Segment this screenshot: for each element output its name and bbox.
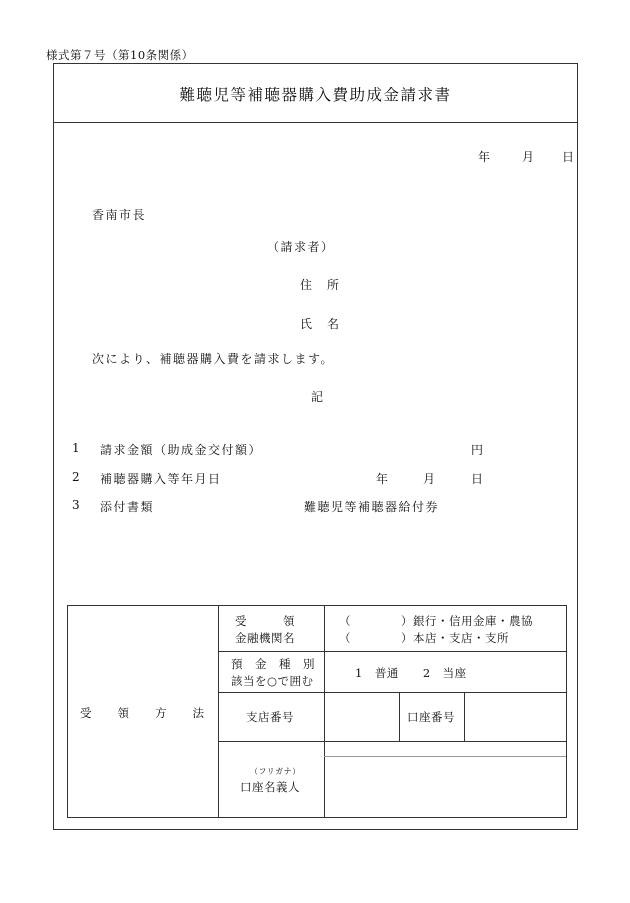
item-month: 月 xyxy=(423,472,437,486)
item-label: 添付書類 xyxy=(100,500,155,514)
item-number: 3 xyxy=(72,498,82,512)
deposit-type-options: 1 普通 2 当座 xyxy=(355,666,467,680)
account-holder-label: 口座名義人 xyxy=(240,780,300,794)
deposit-type-label-1: 預 金 種 別 xyxy=(231,657,315,671)
address-label: 住 所 xyxy=(300,278,341,292)
item-year: 年 xyxy=(376,472,390,486)
requester-label: （請求者） xyxy=(267,240,335,254)
item-day: 日 xyxy=(471,472,485,486)
ki-mark: 記 xyxy=(311,390,325,404)
receipt-method-label: 受 領 方 法 xyxy=(80,706,205,720)
branch-type-options: ）本店・支店・支所 xyxy=(401,631,509,645)
name-label: 氏 名 xyxy=(300,317,341,331)
institution-label-1: 受 領 xyxy=(235,614,295,628)
item-number: 1 xyxy=(72,441,82,455)
branch-number-label: 支店番号 xyxy=(246,710,294,724)
furigana-label: （フリガナ） xyxy=(250,767,301,776)
title-bar xyxy=(54,64,577,123)
statement: 次により、補聴器購入費を請求します。 xyxy=(92,352,335,366)
form-code: 様式第７号（第10条関係） xyxy=(46,48,194,62)
form-title: 難聴児等補聴器購入費助成金請求書 xyxy=(179,86,452,104)
item-yen: 円 xyxy=(471,443,485,457)
institution-type-options: ）銀行・信用金庫・農協 xyxy=(401,614,533,628)
institution-paren: （ xyxy=(339,614,351,628)
item-value: 難聴児等補聴器給付券 xyxy=(304,500,440,514)
institution-label-2: 金融機関名 xyxy=(235,631,295,645)
branch-paren: （ xyxy=(339,631,351,645)
date-month: 月 xyxy=(522,150,535,164)
deposit-type-label-2: 該当を○で囲む xyxy=(231,674,314,688)
date-day: 日 xyxy=(562,150,575,164)
item-number: 2 xyxy=(72,470,82,484)
item-label: 請求金額（助成金交付額） xyxy=(100,443,263,457)
date-year: 年 xyxy=(478,150,491,164)
bank-table xyxy=(67,605,567,818)
account-number-label: 口座番号 xyxy=(407,710,455,724)
item-label: 補聴器購入等年月日 xyxy=(100,472,222,486)
form-frame xyxy=(53,63,578,830)
addressee: 香南市長 xyxy=(92,208,147,222)
